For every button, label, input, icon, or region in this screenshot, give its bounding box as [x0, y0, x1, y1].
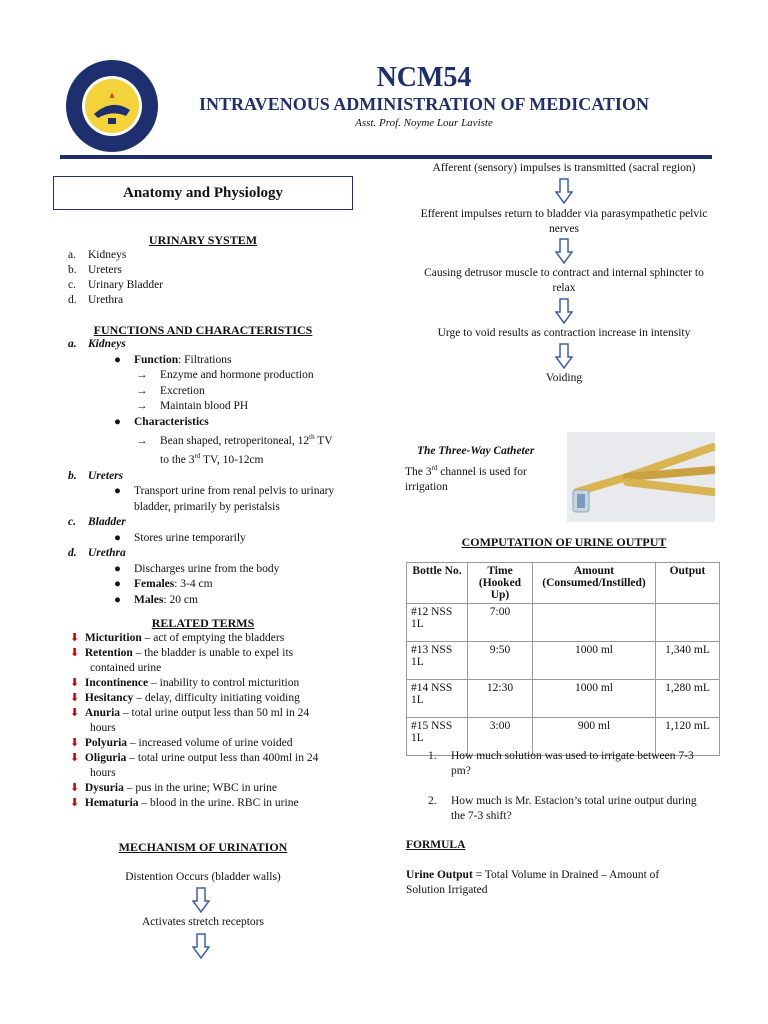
down-arrow-icon: [555, 343, 573, 369]
term-item: ⬇ Micturition – act of emptying the bladders: [70, 632, 285, 644]
kidney-characteristics: ● Characteristics: [114, 415, 209, 428]
mechanism-step-1: Distention Occurs (bladder walls): [125, 871, 281, 883]
arrow-bullet-icon: ⬇: [70, 797, 80, 809]
formula-text: Urine Output = Total Volume in Drained – Amount of Solution Irrigated: [406, 869, 660, 896]
urinary-list: a. Kidneys b. Ureters c. Urinary Bladder d. Urethra: [68, 249, 164, 306]
urinary-system-heading: URINARY SYSTEM: [148, 233, 258, 247]
header-rule: [60, 155, 712, 159]
down-arrow-icon: [555, 178, 573, 204]
catheter-title: The Three-Way Catheter: [417, 445, 535, 457]
term-item: ⬇ Hesitancy – delay, difficulty initiating voiding: [70, 692, 300, 704]
arrow-bullet-icon: ⬇: [70, 692, 80, 704]
table-row: #14 NSS 1L 12:30 1000 ml 1,280 mL: [407, 680, 720, 718]
formula-heading: FORMULA: [406, 839, 466, 851]
functions-list: a. Kidneys ● Function: Filtrations → Enzyme and hormone production → Excretion → Maintain blood PH ● Characteristics → Bean shaped, retroperitoneal, 12th TV to the 3rd TV, 10-12cm b. Ureters ● Transport urine from renal pelvis to urinary bladder, primarily by peristalsis c. Bladder ● Stores urine temporarily d. Urethra ● Discharges urine from the body ● Females: 3-4 cm ● Males: 20 cm: [68, 337, 368, 608]
arrow-bullet-icon: ⬇: [70, 707, 80, 719]
document-title: INTRAVENOUS ADMINISTRATION OF MEDICATION: [199, 94, 649, 114]
kidneys-item: a. Kidneys: [68, 338, 126, 350]
arrow-bullet-icon: ⬇: [70, 752, 80, 764]
table-row: #15 NSS 1L 3:00 900 ml 1,120 mL: [407, 718, 720, 756]
term-item: ⬇ Anuria – total urine output less than 50 ml in 24: [70, 707, 310, 719]
related-terms-list: ⬇ Micturition – act of emptying the bladders ⬇ Retention – the bladder is unable to expel its contained urine ⬇ Incontinence – inability to control micturition ⬇ Hesitancy – delay, difficulty initiating voiding ⬇ Anuria – total urine output less than 50 ml in 24 hours ⬇ Polyuria – increased volume of urine voided ⬇ Oliguria – total urine output less than 400ml in 24 hours ⬇ Dysuria – pus in the urine; WBC in urine ⬇ Hematuria – blood in the urine. RBC in urine: [70, 631, 360, 811]
arrow-bullet-icon: ⬇: [70, 647, 80, 659]
arrow-bullet-icon: ⬇: [70, 677, 80, 689]
table-header-row: Bottle No. Time (Hooked Up) Amount (Consumed/Instilled) Output: [407, 563, 720, 604]
functions-heading: FUNCTIONS AND CHARACTERISTICS: [93, 323, 313, 337]
computation-heading: COMPUTATION OF URINE OUTPUT: [461, 535, 667, 549]
flow-step-1: Afferent (sensory) impulses is transmitted (sacral region): [432, 162, 696, 174]
table-row: #13 NSS 1L 9:50 1000 ml 1,340 mL: [407, 642, 720, 680]
term-item: ⬇ Dysuria – pus in the urine; WBC in urine: [70, 782, 277, 794]
flow-step-4: Urge to void results as contraction increase in intensity: [437, 327, 691, 339]
arrow-bullet-icon: ⬇: [70, 737, 80, 749]
term-item: ⬇ Incontinence – inability to control micturition: [70, 677, 300, 689]
course-title: NCM54: [376, 62, 472, 93]
flow-step-2: Efferent impulses return to bladder via parasympathetic pelvic nerves: [420, 208, 708, 235]
mechanism-heading: MECHANISM OF URINATION: [118, 840, 288, 854]
term-item: ⬇ Retention – the bladder is unable to expel its: [70, 647, 294, 659]
arrow-bullet-icon: ⬇: [70, 782, 80, 794]
down-arrow-icon: [192, 887, 210, 913]
related-terms-heading: RELATED TERMS: [151, 616, 255, 630]
flow-step-5: Voiding: [545, 372, 583, 384]
term-item: ⬇ Hematuria – blood in the urine. RBC in urine: [70, 797, 299, 809]
catheter-caption: The 3rd channel is used for irrigation: [405, 464, 527, 493]
term-item: ⬇ Oliguria – total urine output less than 400ml in 24: [70, 752, 319, 764]
arrow-bullet-icon: ⬇: [70, 632, 80, 644]
flow-step-3: Causing detrusor muscle to contract and internal sphincter to relax: [424, 267, 704, 294]
mechanism-step-2: Activates stretch receptors: [142, 916, 264, 928]
ureters-item: b. Ureters: [68, 469, 124, 482]
question-2: 2. How much is Mr. Estacion’s total urine output during the 7-3 shift?: [428, 795, 697, 822]
down-arrow-icon: [555, 298, 573, 324]
term-item: ⬇ Polyuria – increased volume of urine voided: [70, 737, 293, 749]
urethra-item: d. Urethra: [68, 547, 126, 560]
kidney-function: ● Function: Filtrations: [114, 353, 232, 366]
author-name: Asst. Prof. Noyme Lour Laviste: [355, 117, 493, 129]
section-title-box: Anatomy and Physiology: [53, 176, 353, 210]
urine-output-table: [406, 562, 720, 756]
down-arrow-icon: [555, 238, 573, 264]
question-1: 1. How much solution was used to irrigate between 7-3 pm?: [428, 750, 694, 777]
catheter-image: [567, 432, 715, 522]
down-arrow-icon: [192, 933, 210, 959]
bladder-item: c. Bladder: [68, 516, 126, 529]
table-row: #12 NSS 1L 7:00: [407, 604, 720, 642]
